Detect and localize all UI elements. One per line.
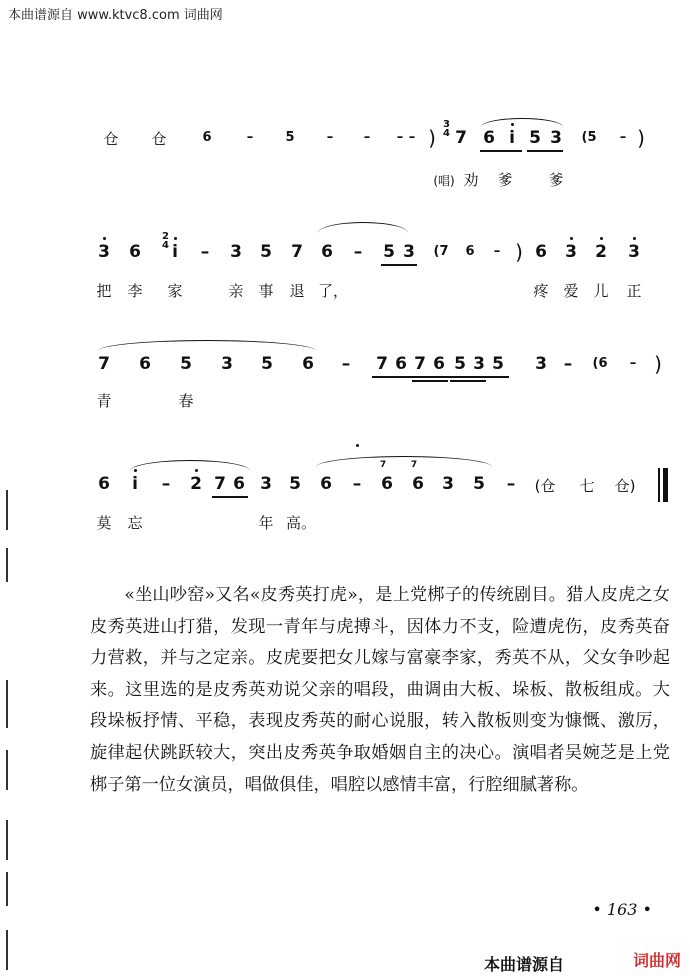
note: 5 [383, 242, 395, 262]
note: 2 [595, 242, 607, 262]
lyric: 亲 [228, 282, 244, 300]
note: – [352, 474, 362, 494]
note: 3 [628, 242, 640, 262]
note: – [363, 130, 371, 145]
lyric: 事 [258, 282, 274, 300]
note: 6 [129, 242, 141, 262]
note-dot [356, 444, 359, 447]
note: i [172, 242, 178, 262]
note: 仓 [151, 130, 167, 148]
note: – [396, 130, 404, 145]
note: 6 [381, 474, 393, 494]
note: – [629, 356, 637, 371]
slur [316, 456, 492, 467]
score-line-2 [0, 231, 690, 282]
lyric: 高。 [285, 514, 317, 532]
note: 仓 [103, 130, 119, 148]
beam [527, 150, 563, 152]
scan-mark [6, 872, 8, 906]
note: (6 [592, 356, 608, 371]
note: 3 [565, 242, 577, 262]
note: ) [515, 240, 523, 264]
note: 6 [233, 474, 245, 494]
watermark-logo: 词曲网 [628, 950, 686, 972]
note: 5 [261, 354, 273, 374]
slur [318, 222, 408, 233]
note-dot [633, 237, 636, 240]
note: – [619, 130, 627, 145]
beam [381, 264, 417, 266]
note: (7 [433, 244, 449, 259]
note: – [506, 474, 516, 494]
bottom-watermark: 本曲谱源自 [484, 955, 565, 974]
scan-mark [6, 750, 8, 790]
note: 6 [139, 354, 151, 374]
scan-mark [6, 820, 8, 860]
slur [98, 340, 316, 351]
note: 5 [492, 354, 504, 374]
note: 5 [180, 354, 192, 374]
lyric: 了， [317, 282, 349, 300]
note: 3 [442, 474, 454, 494]
note: 5 [285, 130, 295, 145]
beam [372, 376, 509, 378]
note: – [200, 242, 210, 262]
lyric: 年 [258, 514, 274, 532]
note: (5 [581, 130, 597, 145]
note: 5 [289, 474, 301, 494]
note: 7 [214, 474, 226, 494]
lyric: 忘 [127, 514, 143, 532]
note-dot [570, 237, 573, 240]
note: ) [637, 126, 645, 150]
lyric: 家 [167, 282, 183, 300]
note: – [563, 354, 573, 374]
slur [481, 118, 563, 127]
grace-note: 7 [379, 460, 387, 470]
note: 6 [202, 130, 212, 145]
note: 7 [98, 354, 110, 374]
meter: 3 4 [443, 119, 450, 139]
note: 6 [433, 354, 445, 374]
score-line-4 [0, 460, 690, 514]
slur [130, 460, 250, 471]
note: 仓) [614, 477, 636, 495]
top-watermark: 本曲谱源自 www.ktvc8.com 词曲网 [8, 8, 223, 23]
lyric: 儿 [593, 282, 609, 300]
note: 6 [320, 474, 332, 494]
note: ) [654, 352, 662, 376]
note: – [341, 354, 351, 374]
lyric: 春 [178, 392, 194, 410]
note: 5 [529, 128, 541, 148]
lyric-prefix: (唱) [433, 174, 455, 188]
beam [412, 380, 448, 382]
lyric: 退 [289, 282, 305, 300]
note: 5 [454, 354, 466, 374]
lyric: 疼 [533, 282, 549, 300]
note: 2 [190, 474, 202, 494]
lyric: 李 [127, 282, 143, 300]
note: 6 [321, 242, 333, 262]
lyric: 把 [96, 282, 112, 300]
scan-mark [6, 930, 8, 970]
note: ) [428, 126, 436, 150]
note: 5 [260, 242, 272, 262]
note: 3 [550, 128, 562, 148]
note: 3 [260, 474, 272, 494]
note: 6 [395, 354, 407, 374]
note: 6 [98, 474, 110, 494]
note: – [408, 130, 416, 145]
barline [658, 468, 660, 502]
note-dot [600, 237, 603, 240]
note: 7 [291, 242, 303, 262]
note: 5 [473, 474, 485, 494]
note: i [132, 474, 138, 494]
note: – [246, 130, 254, 145]
note: 7 [414, 354, 426, 374]
beam [480, 150, 522, 152]
note: 7 [455, 128, 467, 148]
note-dot [174, 237, 177, 240]
lyric: 爹 [497, 171, 513, 189]
grace-note: 7 [410, 460, 418, 470]
note: 6 [465, 244, 475, 259]
note: – [161, 474, 171, 494]
note: 7 [376, 354, 388, 374]
note: 3 [230, 242, 242, 262]
beam [212, 496, 248, 498]
lyric: 劝 [463, 171, 479, 189]
lyric: 爱 [563, 282, 579, 300]
score-line-1 [0, 119, 690, 168]
note: 6 [412, 474, 424, 494]
note: 3 [535, 354, 547, 374]
note: 6 [483, 128, 495, 148]
meter: 2 4 [162, 231, 169, 251]
note: 3 [221, 354, 233, 374]
note: 七 [579, 477, 595, 495]
note: i [509, 128, 515, 148]
page-number: • 163 • [592, 900, 652, 919]
note: (仓 [534, 477, 556, 495]
lyric: 爹 [548, 171, 564, 189]
note: 6 [535, 242, 547, 262]
note: – [326, 130, 334, 145]
lyric: 正 [626, 282, 642, 300]
note: 3 [473, 354, 485, 374]
note: 3 [98, 242, 110, 262]
final-barline [663, 468, 668, 502]
lyric: 青 [96, 392, 112, 410]
note: 6 [302, 354, 314, 374]
beam [450, 380, 486, 382]
note-dot [103, 237, 106, 240]
lyric: 莫 [96, 514, 112, 532]
score-line-3 [0, 354, 690, 394]
scan-mark [6, 680, 8, 728]
note: 3 [403, 242, 415, 262]
description-paragraph: «坐山吵窑»又名«皮秀英打虎»，是上党梆子的传统剧目。猎人皮虎之女皮秀英进山打猎，发现一青年与虎搏斗，因体力不支，险遭虎伤，皮秀英奋力营救，并与之定亲。皮虎要把女儿嫁与富豪李家，秀英不从，父女争吵起来。这里选的是皮秀英劝说父亲的唱段，曲调由大板、垛板、散板组成。大段垛板抒情、平稳，表现皮秀英的耐心说服，转入散板则变为慷慨、激厉，旋律起伏跳跃较大，突出皮秀英争取婚姻自主的决心。演唱者吴婉芝是上党梆子第一位女演员，唱做俱佳，唱腔以感情丰富，行腔细腻著称。 [90, 585, 670, 795]
scan-mark [6, 548, 8, 582]
note: – [493, 244, 501, 259]
note: – [353, 242, 363, 262]
